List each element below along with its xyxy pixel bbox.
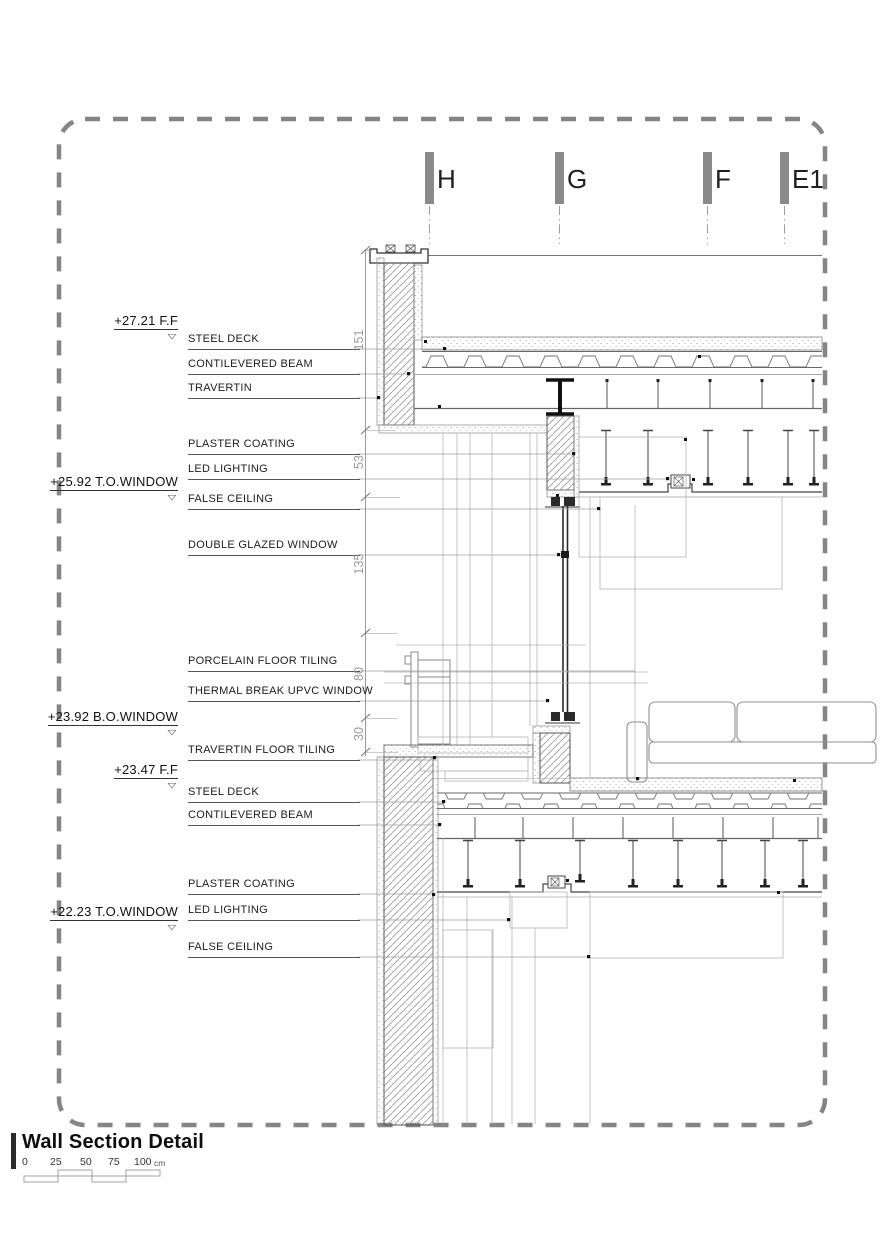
scale-tick-0: 0 (22, 1156, 28, 1168)
datum-marker-icon: ▽ (167, 782, 176, 790)
callout-false-ceiling-lower: FALSE CEILING (188, 941, 360, 958)
upper-ceiling-hangers (601, 430, 819, 486)
grid-marker-bars (425, 152, 789, 204)
window-head-beam (545, 416, 580, 507)
dimension-135: 135 (352, 553, 366, 575)
callout-false-ceiling-upper: FALSE CEILING (188, 493, 360, 510)
callout-porcelain-floor-tiling: PORCELAIN FLOOR TILING (188, 655, 360, 672)
sofa (627, 702, 876, 782)
dimension-30: 30 (352, 727, 366, 741)
upper-shear-studs (606, 379, 815, 408)
scale-tick-75: 75 (108, 1156, 120, 1168)
callout-steel-deck-upper: STEEL DECK (188, 333, 360, 350)
callout-steel-deck-lower: STEEL DECK (188, 786, 360, 803)
callout-double-glazed-window: DOUBLE GLAZED WINDOW (188, 539, 360, 556)
scale-bar (24, 1170, 160, 1182)
callout-travertin: TRAVERTIN (188, 382, 360, 399)
terrace-floor (384, 745, 533, 757)
datum-marker-icon: ▽ (167, 729, 176, 737)
scale-unit: cm (154, 1158, 166, 1168)
grid-label-g: G (567, 164, 588, 194)
window-sill-assembly (533, 723, 580, 783)
scale-tick-25: 25 (50, 1156, 62, 1168)
callout-travertin-floor-tiling: TRAVERTIN FLOOR TILING (188, 744, 360, 761)
elevation-27-21: +27.21 F.F (114, 313, 178, 328)
dimension-80: 80 (352, 667, 366, 681)
callout-plaster-coating-lower: PLASTER COATING (188, 878, 360, 895)
dimension-53: 53 (352, 455, 366, 469)
double-glazed-window (551, 506, 575, 721)
lower-wall (377, 757, 438, 1125)
datum-marker-icon: ▽ (167, 333, 176, 341)
lower-shear-studs (475, 817, 818, 838)
reference-dots (424, 340, 796, 894)
drawing-title: Wall Section Detail (22, 1131, 204, 1153)
elevation-23-92: +23.92 B.O.WINDOW (47, 709, 178, 724)
callout-led-lighting-lower: LED LIGHTING (188, 904, 360, 921)
upper-false-ceiling (579, 484, 822, 497)
callout-cantilevered-beam-lower: CONTILEVERED BEAM (188, 809, 360, 826)
grid-label-e1: E1 (792, 164, 824, 194)
title-accent-bar (11, 1133, 16, 1169)
elevation-23-47: +23.47 F.F (114, 762, 178, 777)
callout-thermal-break-upvc-window: THERMAL BREAK UPVC WINDOW (188, 685, 360, 702)
callout-cantilevered-beam-upper: CONTILEVERED BEAM (188, 358, 360, 375)
datum-marker-icon: ▽ (167, 924, 176, 932)
scale-tick-100: 100 (134, 1156, 152, 1168)
floor-slab (433, 778, 822, 839)
elevation-22-23: +22.23 T.O.WINDOW (50, 904, 178, 919)
grid-label-h: H (437, 164, 456, 194)
grid-label-f: F (715, 164, 731, 194)
callout-plaster-coating-upper: PLASTER COATING (188, 438, 360, 455)
scale-tick-50: 50 (80, 1156, 92, 1168)
grid-centerlines (430, 206, 785, 244)
callout-led-lighting-upper: LED LIGHTING (188, 463, 360, 480)
lower-led-fixture (548, 876, 569, 888)
drawing-border (59, 119, 825, 1125)
roof-slab (414, 337, 822, 409)
lower-ceiling-hangers (463, 840, 808, 888)
dimension-151: 151 (352, 329, 366, 351)
datum-marker-icon: ▽ (167, 494, 176, 502)
elevation-25-92: +25.92 T.O.WINDOW (50, 474, 178, 489)
